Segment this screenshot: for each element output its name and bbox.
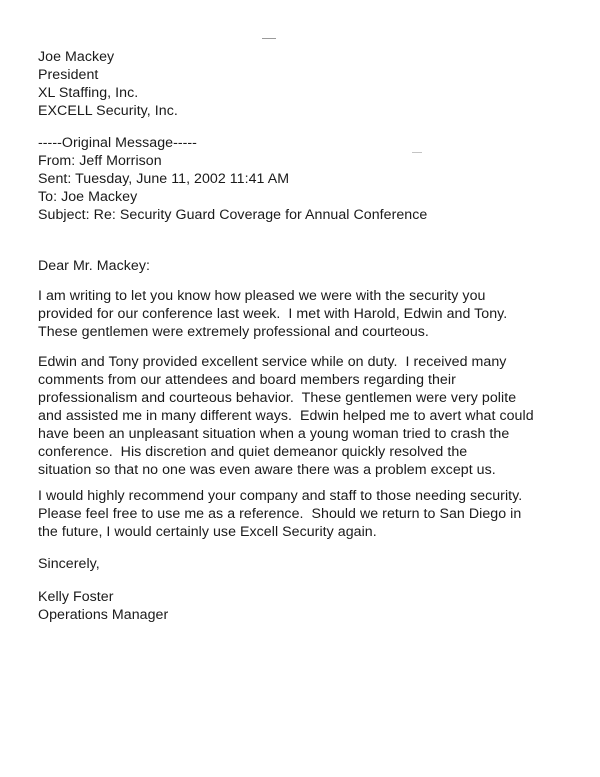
paragraph-line: conference. His discretion and quiet demeanor quickly resolved the [38,444,468,460]
addressee-company-2: EXCELL Security, Inc. [38,103,178,119]
paragraph-line: professionalism and courteous behavior. These gentlemen were very polite [38,390,517,406]
paragraph-line: situation so that no one was even aware there was a problem except us. [38,462,496,478]
addressee-company: XL Staffing, Inc. [38,85,139,101]
paragraph-line: the future, I would certainly use Excell Security again. [38,524,377,540]
signature-title: Operations Manager [38,607,169,623]
email-sent: Sent: Tuesday, June 11, 2002 11:41 AM [38,171,290,187]
closing-text: Sincerely, [38,556,100,572]
paragraph-line: I would highly recommend your company and staff to those needing security. [38,488,523,504]
paragraph-line: have been an unpleasant situation when a young woman tried to crash the [38,426,510,442]
addressee-title: President [38,67,99,83]
body-paragraph-2 [38,353,578,479]
signature-block [38,588,578,624]
closing [38,555,578,573]
paragraph-line: Please feel free to use me as a reference. Should we return to San Diego in [38,506,522,522]
body-paragraph-3 [38,487,578,541]
original-message-separator: -----Original Message----- [38,135,197,151]
paragraph-line: I am writing to let you know how pleased we were with the security you [38,288,486,304]
salutation [38,257,578,275]
email-from: From: Jeff Morrison [38,153,162,169]
addressee-block [38,48,578,120]
paragraph-line: provided for our conference last week. I met with Harold, Edwin and Tony. [38,306,508,322]
email-subject: Subject: Re: Security Guard Coverage for Annual Conference [38,207,428,223]
addressee-name: Joe Mackey [38,49,115,65]
paragraph-line: Edwin and Tony provided excellent service while on duty. I received many [38,354,507,370]
scan-speck [262,38,276,39]
paragraph-line: and assisted me in many different ways. Edwin helped me to avert what could [38,408,534,424]
paragraph-line: comments from our attendees and board members regarding their [38,372,456,388]
body-paragraph-1 [38,287,578,341]
salutation-text: Dear Mr. Mackey: [38,258,150,274]
email-to: To: Joe Mackey [38,189,138,205]
signature-name: Kelly Foster [38,589,114,605]
original-message-header [38,134,578,224]
paragraph-line: These gentlemen were extremely professional and courteous. [38,324,429,340]
